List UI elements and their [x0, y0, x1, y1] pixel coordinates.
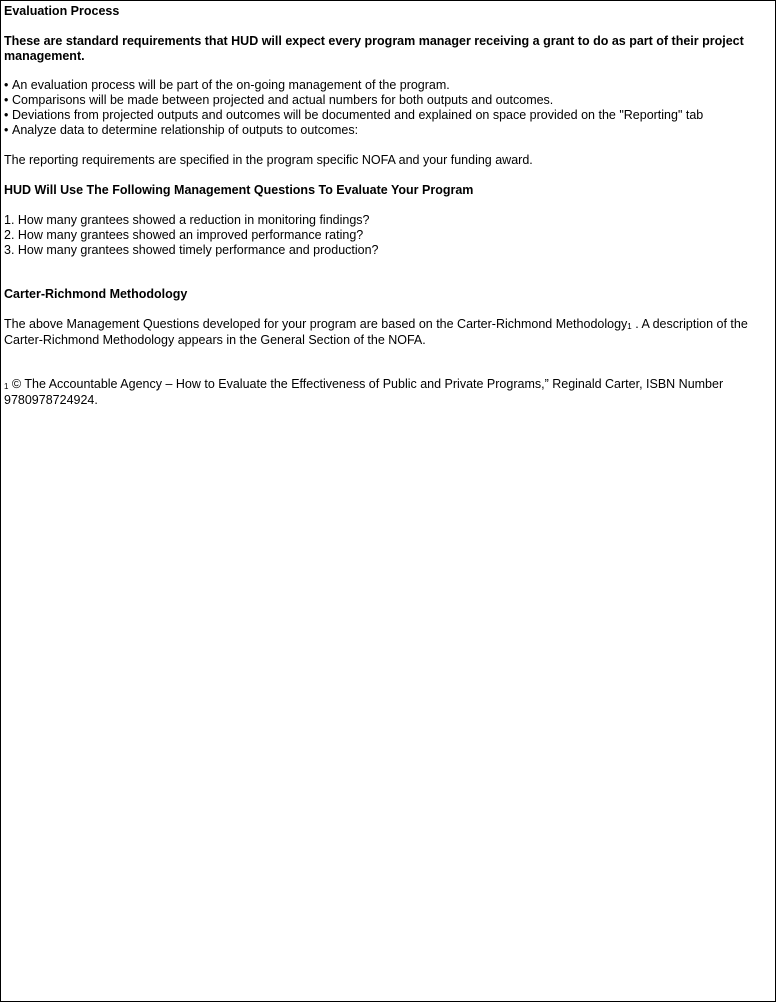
list-item: • Comparisons will be made between projected and actual numbers for both outputs and outcomes.: [4, 93, 554, 107]
list-item: 2. How many grantees showed an improved performance rating?: [4, 228, 364, 242]
bullet-icon: •: [4, 123, 9, 137]
list-item: 3. How many grantees showed timely performance and production?: [4, 243, 379, 257]
bullet-icon: •: [4, 108, 9, 122]
intro-paragraph: These are standard requirements that HUD will expect every program manager receiving a grant to do as part of their project management.: [4, 34, 744, 63]
footnote-marker: 1: [4, 382, 9, 391]
footnote-reference: 1: [627, 322, 632, 331]
list-item: • Deviations from projected outputs and outcomes will be documented and explained on space provided on the "Reporting" tab: [4, 108, 704, 122]
reporting-paragraph: The reporting requirements are specified in the program specific NOFA and your funding award.: [4, 153, 533, 167]
list-item: • Analyze data to determine relationship of outputs to outcomes:: [4, 123, 359, 137]
bullet-icon: •: [4, 78, 9, 92]
methodology-heading: Carter-Richmond Methodology: [4, 287, 188, 301]
questions-list: [4, 213, 771, 258]
footnote: $^1$ © The Accountable Agency – How to Evaluate the Effectiveness of Public and Private Programs,” Reginald Carter, ISBN Number 9780978724924.: [4, 377, 724, 407]
list-item: • An evaluation process will be part of the on-going management of the program.: [4, 78, 450, 92]
requirements-list: [4, 78, 771, 138]
questions-heading: HUD Will Use The Following Management Questions To Evaluate Your Program: [4, 183, 474, 197]
list-item: 1. How many grantees showed a reduction in monitoring findings?: [4, 213, 370, 227]
methodology-paragraph: The above Management Questions developed for your program are based on the Carter-Richmond Methodology$^1$ . A description of the Carter-Richmond Methodology appears in the General Section of the NOFA.: [4, 317, 748, 347]
page-title: Evaluation Process: [4, 4, 120, 18]
bullet-icon: •: [4, 93, 9, 107]
